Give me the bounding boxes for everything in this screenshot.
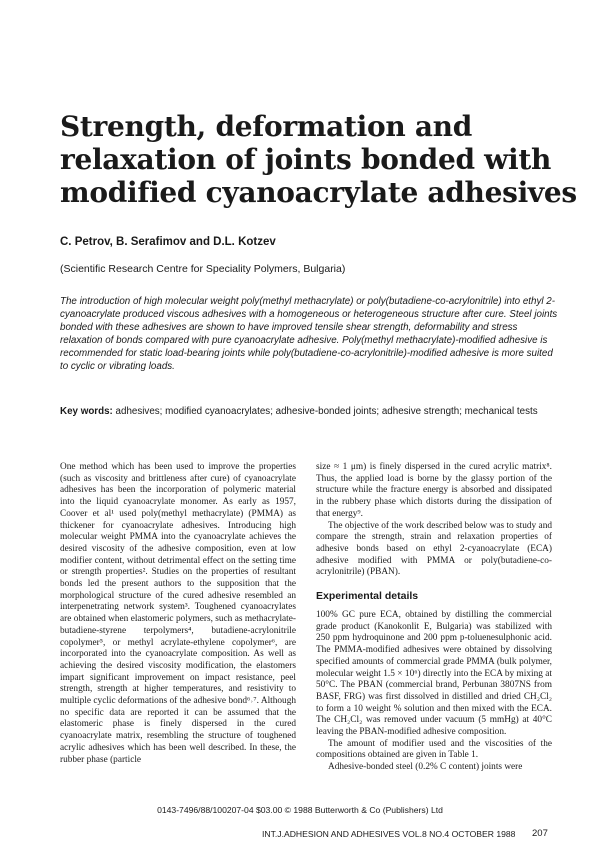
section-heading: Experimental details	[316, 590, 419, 603]
affiliation: (Scientific Research Centre for Speciality Polymers, Bulgaria)	[60, 263, 346, 275]
title-line: relaxation of joints bonded with	[60, 143, 552, 176]
title-line: Strength, deformation and	[60, 110, 473, 143]
body-paragraph: 100% GC pure ECA, obtained by distilling the commercial grade product (Kanokonlit E, Bulgaria) was stabilized with 250 ppm hydroquinone and 200 ppm p-toluenesulphonic acid. The PMMA-modified adhesives were obtained by dissolving specified amounts of commercial grade PMMA (bulk polymer, molecular weight 1.5 × 10⁶) directly into the ECA by mixing at 50°C. The PBAN (commercial brand, Perbunan 3807NS from BASF, FRG) was first dissolved in distilled and dried CH₂Cl₂ to form a 10 weight % solution and then mixed with the ECA. The CH₂Cl₂ was removed under vacuum (5 mmHg) at 40°C leaving the PBAN-modified adhesive composition.	[316, 610, 552, 738]
page-number: 207	[532, 828, 548, 839]
journal-line: INT.J.ADHESION AND ADHESIVES VOL.8 NO.4 OCTOBER 1988	[262, 829, 516, 839]
keywords	[60, 405, 560, 418]
keywords-text: adhesives; modified cyanoacrylates; adhesive-bonded joints; adhesive strength; mechanical tests	[115, 406, 538, 417]
article-title	[60, 110, 577, 209]
body-column-right	[316, 462, 552, 774]
body-paragraph: Adhesive-bonded steel (0.2% C content) joints were	[328, 762, 523, 773]
abstract: The introduction of high molecular weight poly(methyl methacrylate) or poly(butadiene-co-acrylonitrile) into ethyl 2-cyanoacrylate produced viscous adhesives with a homogeneous or heterogeneous structure after cure. Steel joints bonded with these adhesives are shown to have improved tensile shear strength, deformability and stress relaxation of bonds compared with pure cyanoacrylate adhesive. Poly(methyl methacrylate)-modified adhesive is recommended for static load-bearing joints while poly(butadiene-co-acrylonitrile)-modified adhesive is more suited to cyclic or vibrating loads.	[60, 296, 558, 372]
author-list: C. Petrov, B. Serafimov and D.L. Kotzev	[60, 236, 276, 248]
body-paragraph: The objective of the work described below was to study and compare the strength, strain and relaxation properties of adhesive bonds based on ethyl 2-cyanoacrylate (ECA) adhesive modified with PMMA or poly(butadiene-co-acrylonitrile) (PBAN).	[316, 520, 552, 578]
keywords-label: Key words:	[60, 406, 113, 417]
body-paragraph: The amount of modifier used and the viscosities of the compositions obtained are given in Table 1.	[316, 738, 552, 761]
body-paragraph: One method which has been used to improve the properties (such as viscosity and brittleness after cure) of cyanoacrylate adhesives has been the incorporation of polymeric material into the liquid cyanoacrylate monomer. As early as 1957, Coover et al¹ used poly(methyl methacrylate) (PMMA) as thickener for cyanoacrylate adhesives. Introducing high molecular weight PMMA into the cyanoacrylate achieves the desired viscosity of the adhesive composition, even at low modifier content, without detrimental effect on the setting time or strength properties². Studies on the properties of resultant bonds led the present authors to the supposition that the morphological structure of the cured adhesive resembled an interpenetrating network system³. Toughened cyanoacrylates are obtained when elastomeric polymers, such as methacrylate-butadiene-styrene terpolymers⁴, butadiene-acrylonitrile copolymer⁵, or methyl acrylate-ethylene copolymer⁶, are incorporated into the cyanoacrylate composition. As well as achieving the desired viscosity modification, the elastomers impart significant improvement on impact resistance, peel strength, strength at higher temperatures, and resistivity to multiple cyclic deformations of the adhesive bond⁶˒⁷. Although no specific data are reported it can be assumed that the elastomeric phase is finely dispersed in the cured cyanoacrylate matrix, resembling the structure of toughened acrylic adhesives which has been well described. In these, the rubber phase (particle	[60, 462, 296, 765]
body-column-left	[60, 462, 296, 766]
title-line: modified cyanoacrylate adhesives	[60, 176, 577, 209]
copyright-line: 0143-7496/88/100207-04 $03.00 © 1988 Butterworth & Co (Publishers) Ltd	[157, 805, 443, 815]
body-paragraph: size ≈ 1 μm) is finely dispersed in the cured acrylic matrix⁸. Thus, the applied load is borne by the glassy portion of the structure while the fracture energy is absorbed and dissipated in the rubbery phase which distorts during the dissipation of that energy⁹.	[316, 462, 552, 519]
